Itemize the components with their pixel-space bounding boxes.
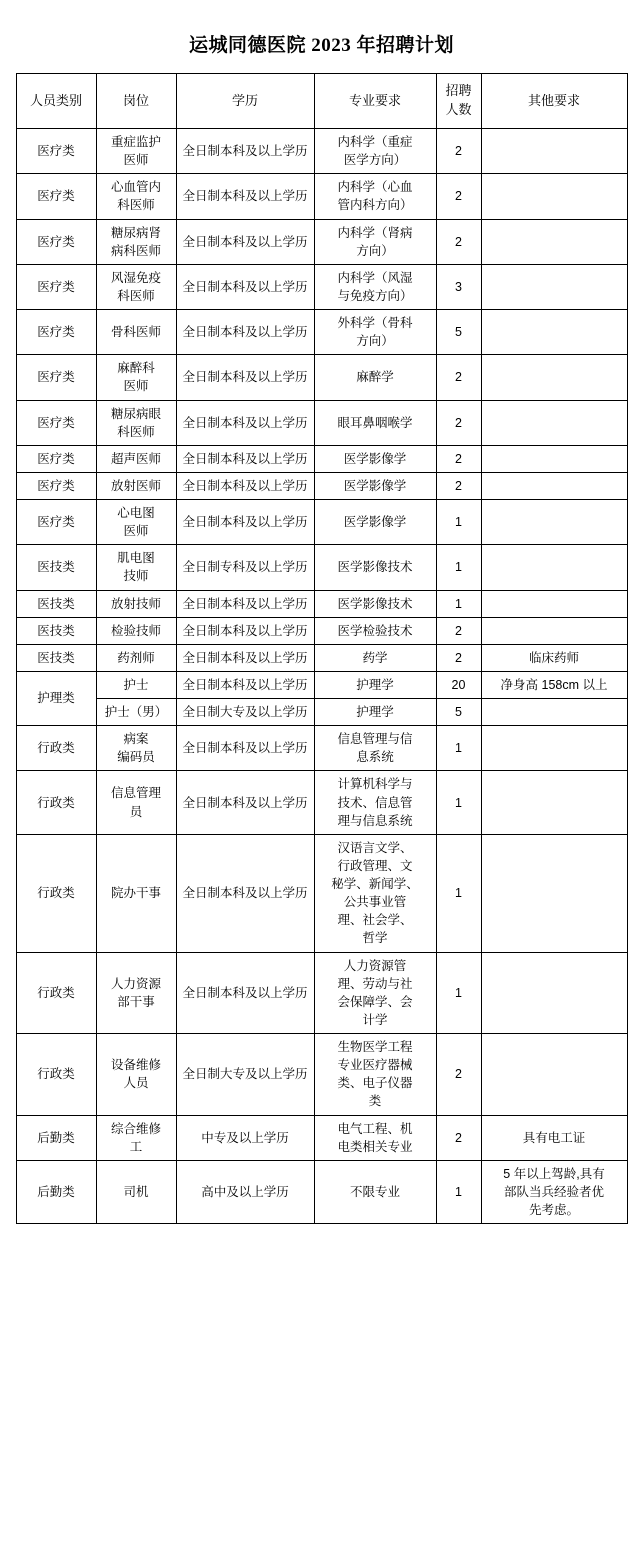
cell-other: [481, 771, 627, 834]
cell-other: [481, 1034, 627, 1116]
cell-recruit-count: 3: [436, 264, 481, 309]
cell-education: 全日制本科及以上学历: [176, 671, 314, 698]
cell-category: 后勤类: [16, 1115, 96, 1160]
cell-other: [481, 545, 627, 590]
cell-position: 风湿免疫 科医师: [96, 264, 176, 309]
cell-position: 药剂师: [96, 644, 176, 671]
cell-other: [481, 699, 627, 726]
cell-position: 检验技师: [96, 617, 176, 644]
cell-recruit-count: 2: [436, 219, 481, 264]
cell-position: 综合维修 工: [96, 1115, 176, 1160]
cell-position: 肌电图 技师: [96, 545, 176, 590]
cell-education: 全日制本科及以上学历: [176, 174, 314, 219]
cell-major: 生物医学工程 专业医疗器械 类、电子仪器 类: [314, 1034, 436, 1116]
column-header-recruit-count: [436, 74, 481, 129]
cell-education: 全日制大专及以上学历: [176, 699, 314, 726]
cell-major: 医学影像学: [314, 445, 436, 472]
cell-major: 外科学（骨科 方向）: [314, 310, 436, 355]
cell-position: 司机: [96, 1160, 176, 1223]
cell-position: 麻醉科 医师: [96, 355, 176, 400]
cell-other: 净身高 158cm 以上: [481, 671, 627, 698]
cell-major: 眼耳鼻咽喉学: [314, 400, 436, 445]
table-row: [16, 500, 627, 545]
cell-other: 临床药师: [481, 644, 627, 671]
cell-major: 内科学（重症 医学方向）: [314, 129, 436, 174]
cell-recruit-count: 2: [436, 1034, 481, 1116]
cell-education: 全日制本科及以上学历: [176, 726, 314, 771]
cell-position: 糖尿病肾 病科医师: [96, 219, 176, 264]
cell-other: [481, 355, 627, 400]
cell-education: 全日制本科及以上学历: [176, 310, 314, 355]
cell-category: 行政类: [16, 952, 96, 1034]
cell-recruit-count: 1: [436, 771, 481, 834]
cell-position: 重症监护 医师: [96, 129, 176, 174]
cell-major: 内科学（心血 管内科方向）: [314, 174, 436, 219]
cell-education: 全日制本科及以上学历: [176, 219, 314, 264]
cell-other: [481, 590, 627, 617]
cell-position: 病案 编码员: [96, 726, 176, 771]
cell-recruit-count: 2: [436, 617, 481, 644]
column-header-major: 专业要求: [314, 74, 436, 129]
cell-education: 全日制专科及以上学历: [176, 545, 314, 590]
cell-education: 中专及以上学历: [176, 1115, 314, 1160]
cell-recruit-count: 5: [436, 699, 481, 726]
cell-education: 全日制本科及以上学历: [176, 952, 314, 1034]
table-row: [16, 355, 627, 400]
cell-category: 后勤类: [16, 1160, 96, 1223]
cell-major: 护理学: [314, 699, 436, 726]
table-row: [16, 264, 627, 309]
table-row: [16, 472, 627, 499]
cell-category: 医疗类: [16, 500, 96, 545]
cell-education: 全日制本科及以上学历: [176, 472, 314, 499]
cell-recruit-count: 2: [436, 1115, 481, 1160]
cell-recruit-count: 2: [436, 445, 481, 472]
cell-other: [481, 219, 627, 264]
cell-recruit-count: 2: [436, 472, 481, 499]
column-header-education: 学历: [176, 74, 314, 129]
cell-other: [481, 129, 627, 174]
cell-recruit-count: 2: [436, 355, 481, 400]
cell-position: 放射医师: [96, 472, 176, 499]
cell-category: 医疗类: [16, 264, 96, 309]
document-page: [0, 30, 643, 1224]
cell-category: 行政类: [16, 726, 96, 771]
cell-other: [481, 726, 627, 771]
cell-position: 人力资源 部干事: [96, 952, 176, 1034]
recruit-count-line-2: 人数: [445, 102, 472, 117]
cell-education: 全日制本科及以上学历: [176, 590, 314, 617]
cell-category: 医疗类: [16, 310, 96, 355]
cell-other: 5 年以上驾龄,具有 部队当兵经验者优 先考虑。: [481, 1160, 627, 1223]
table-header-row: [16, 74, 627, 129]
table-row: [16, 1115, 627, 1160]
cell-category: 医疗类: [16, 129, 96, 174]
cell-position: 护士: [96, 671, 176, 698]
cell-position: 设备维修 人员: [96, 1034, 176, 1116]
cell-major: 人力资源管 理、劳动与社 会保障学、会 计学: [314, 952, 436, 1034]
recruitment-plan-table: [16, 73, 628, 1224]
cell-category: 医技类: [16, 545, 96, 590]
table-row: [16, 445, 627, 472]
cell-education: 全日制本科及以上学历: [176, 355, 314, 400]
table-row: [16, 1160, 627, 1223]
cell-education: 全日制本科及以上学历: [176, 445, 314, 472]
cell-other: [481, 174, 627, 219]
cell-major: 医学检验技术: [314, 617, 436, 644]
column-header-category: 人员类别: [16, 74, 96, 129]
column-header-position: 岗位: [96, 74, 176, 129]
cell-major: 内科学（肾病 方向）: [314, 219, 436, 264]
cell-major: 信息管理与信 息系统: [314, 726, 436, 771]
cell-education: 全日制本科及以上学历: [176, 129, 314, 174]
table-row: [16, 952, 627, 1034]
cell-category: 医技类: [16, 590, 96, 617]
table-row: [16, 617, 627, 644]
cell-category: 行政类: [16, 771, 96, 834]
cell-major: 药学: [314, 644, 436, 671]
cell-position: 骨科医师: [96, 310, 176, 355]
cell-education: 高中及以上学历: [176, 1160, 314, 1223]
cell-major: 汉语言文学、 行政管理、文 秘学、新闻学、 公共事业管 理、社会学、 哲学: [314, 834, 436, 952]
cell-category: 医疗类: [16, 219, 96, 264]
cell-other: [481, 264, 627, 309]
cell-category: 医疗类: [16, 445, 96, 472]
cell-other: [481, 500, 627, 545]
cell-other: [481, 400, 627, 445]
cell-major: 医学影像技术: [314, 545, 436, 590]
cell-major: 内科学（风湿 与免疫方向）: [314, 264, 436, 309]
cell-education: 全日制本科及以上学历: [176, 400, 314, 445]
cell-education: 全日制本科及以上学历: [176, 644, 314, 671]
cell-recruit-count: 20: [436, 671, 481, 698]
table-row: [16, 726, 627, 771]
recruit-count-line-1: 招聘: [445, 83, 472, 99]
cell-education: 全日制本科及以上学历: [176, 834, 314, 952]
cell-category: 医疗类: [16, 400, 96, 445]
cell-recruit-count: 2: [436, 129, 481, 174]
table-row: [16, 644, 627, 671]
table-row: [16, 671, 627, 698]
cell-recruit-count: 1: [436, 834, 481, 952]
cell-other: [481, 952, 627, 1034]
cell-education: 全日制本科及以上学历: [176, 617, 314, 644]
cell-other: [481, 310, 627, 355]
cell-category: 医技类: [16, 644, 96, 671]
cell-major: 医学影像学: [314, 472, 436, 499]
cell-major: 电气工程、机 电类相关专业: [314, 1115, 436, 1160]
cell-major: 计算机科学与 技术、信息管 理与信息系统: [314, 771, 436, 834]
cell-category: 医技类: [16, 617, 96, 644]
cell-recruit-count: 1: [436, 952, 481, 1034]
cell-position: 心血管内 科医师: [96, 174, 176, 219]
cell-education: 全日制本科及以上学历: [176, 264, 314, 309]
cell-recruit-count: 2: [436, 644, 481, 671]
cell-position: 糖尿病眼 科医师: [96, 400, 176, 445]
cell-position: 超声医师: [96, 445, 176, 472]
cell-category: 医疗类: [16, 174, 96, 219]
cell-recruit-count: 1: [436, 545, 481, 590]
cell-recruit-count: 5: [436, 310, 481, 355]
cell-position: 护士（男）: [96, 699, 176, 726]
cell-position: 心电图 医师: [96, 500, 176, 545]
cell-education: 全日制本科及以上学历: [176, 771, 314, 834]
cell-recruit-count: 1: [436, 590, 481, 617]
cell-major: 医学影像学: [314, 500, 436, 545]
cell-major: 不限专业: [314, 1160, 436, 1223]
cell-recruit-count: 1: [436, 500, 481, 545]
cell-category: 医疗类: [16, 472, 96, 499]
cell-category: 行政类: [16, 834, 96, 952]
cell-education: 全日制大专及以上学历: [176, 1034, 314, 1116]
table-row: [16, 545, 627, 590]
column-header-other: 其他要求: [481, 74, 627, 129]
table-row: [16, 219, 627, 264]
cell-other: [481, 472, 627, 499]
table-body: [16, 129, 627, 1224]
table-row: [16, 310, 627, 355]
cell-category: 医疗类: [16, 355, 96, 400]
table-row: [16, 699, 627, 726]
table-row: [16, 834, 627, 952]
cell-major: 麻醉学: [314, 355, 436, 400]
cell-other: 具有电工证: [481, 1115, 627, 1160]
page-title: 运城同德医院 2023 年招聘计划: [188, 35, 454, 56]
cell-recruit-count: 1: [436, 1160, 481, 1223]
cell-position: 院办干事: [96, 834, 176, 952]
table-row: [16, 1034, 627, 1116]
cell-major: 医学影像技术: [314, 590, 436, 617]
cell-other: [481, 445, 627, 472]
cell-position: 放射技师: [96, 590, 176, 617]
cell-category: 护理类: [16, 671, 96, 725]
cell-recruit-count: 1: [436, 726, 481, 771]
table-row: [16, 129, 627, 174]
cell-education: 全日制本科及以上学历: [176, 500, 314, 545]
cell-category: 行政类: [16, 1034, 96, 1116]
table-row: [16, 400, 627, 445]
table-row: [16, 174, 627, 219]
cell-other: [481, 834, 627, 952]
cell-other: [481, 617, 627, 644]
table-row: [16, 590, 627, 617]
cell-recruit-count: 2: [436, 400, 481, 445]
cell-major: 护理学: [314, 671, 436, 698]
cell-position: 信息管理 员: [96, 771, 176, 834]
table-row: [16, 771, 627, 834]
cell-recruit-count: 2: [436, 174, 481, 219]
